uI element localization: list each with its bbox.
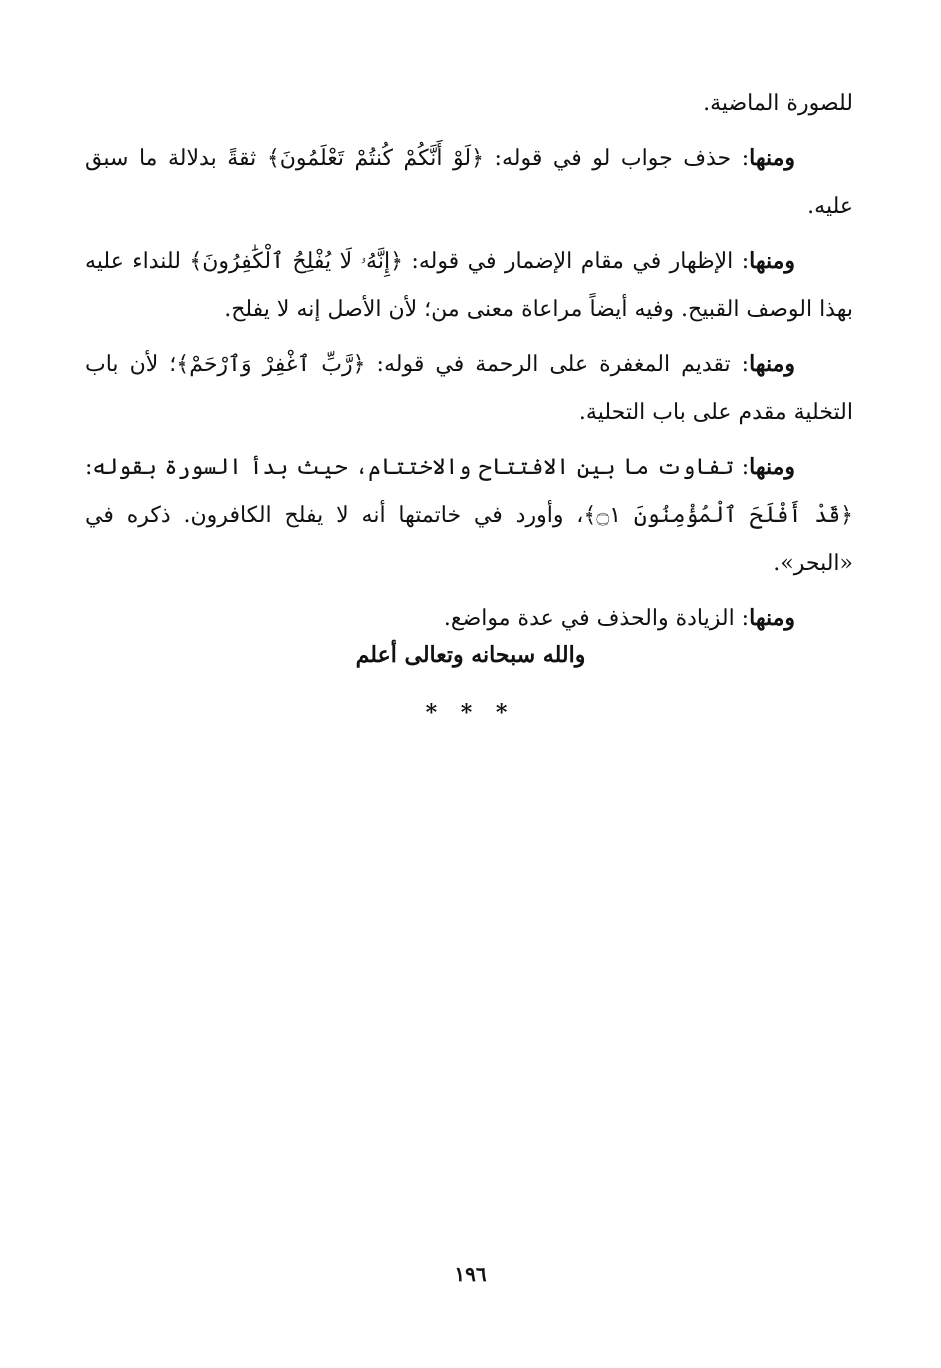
paragraph-6-lead: ومنها [749,605,795,631]
paragraph-3-text-end: للنداء عليه بهذا الوصف القبيح. وفيه أيضاً مراعاة معنى من؛ لأن الأصل إنه لا يفلح. [85,249,853,322]
paragraph-2-lead: ومنها [749,145,795,171]
paragraph-4-text-end: ؛ لأن باب التخلية مقدم على باب التحلية. [85,352,853,425]
paragraph-5-lead: ومنها [749,454,795,480]
paragraph-4 [85,340,853,437]
paragraph-2-text-end: ثقةً بدلالة ما سبق عليه. [85,146,853,219]
paragraph-2-quran-verse: ﴿لَوْ أَنَّكُمْ كُنتُمْ تَعْلَمُونَ﴾ [266,146,484,171]
paragraph-4-quran-verse: ﴿رَّبِّ ٱغْفِرْ وَٱرْحَمْ﴾ [176,352,366,377]
paragraph-4-text: : تقديم المغفرة على الرحمة في قوله: [365,352,750,377]
section-separator: * * * [425,700,516,726]
paragraph-5-text-end: ، وأورد في خاتمتها أنه لا يفلح الكافرون. ذكره في «البحر». [85,503,853,576]
paragraph-3-quran-verse: ﴿إِنَّهُۥ لَا يُفْلِحُ ٱلْكَٰفِرُونَ﴾ [189,249,403,274]
paragraph-1 [85,80,853,128]
page-number: ١٩٦ [454,1262,487,1286]
paragraph-6 [85,594,853,643]
paragraph-2-text: : حذف جواب لو في قوله: [484,146,750,171]
paragraph-3-lead: ومنها [749,248,795,274]
paragraph-2 [85,134,853,231]
paragraph-1-text: للصورة الماضية. [703,91,853,116]
paragraph-3-text: : الإظهار في مقام الإضمار في قوله: [402,249,750,274]
paragraph-3 [85,237,853,334]
closing-formula: والله سبحانه وتعالى أعلم [355,642,586,668]
paragraph-5-quran-verse: ﴿قَدْ أَفْلَحَ ٱلْمُؤْمِنُونَ ۝١﴾ [583,503,854,528]
body-text [85,80,853,649]
paragraph-5-text: : تفاوت ما بين الافتتاح والاختتام، حيث بدأ السورة بقوله: [85,455,750,480]
paragraph-4-lead: ومنها [749,351,795,377]
paragraph-5 [85,443,853,588]
paragraph-6-text: : الزيادة والحذف في عدة مواضع. [443,606,750,631]
